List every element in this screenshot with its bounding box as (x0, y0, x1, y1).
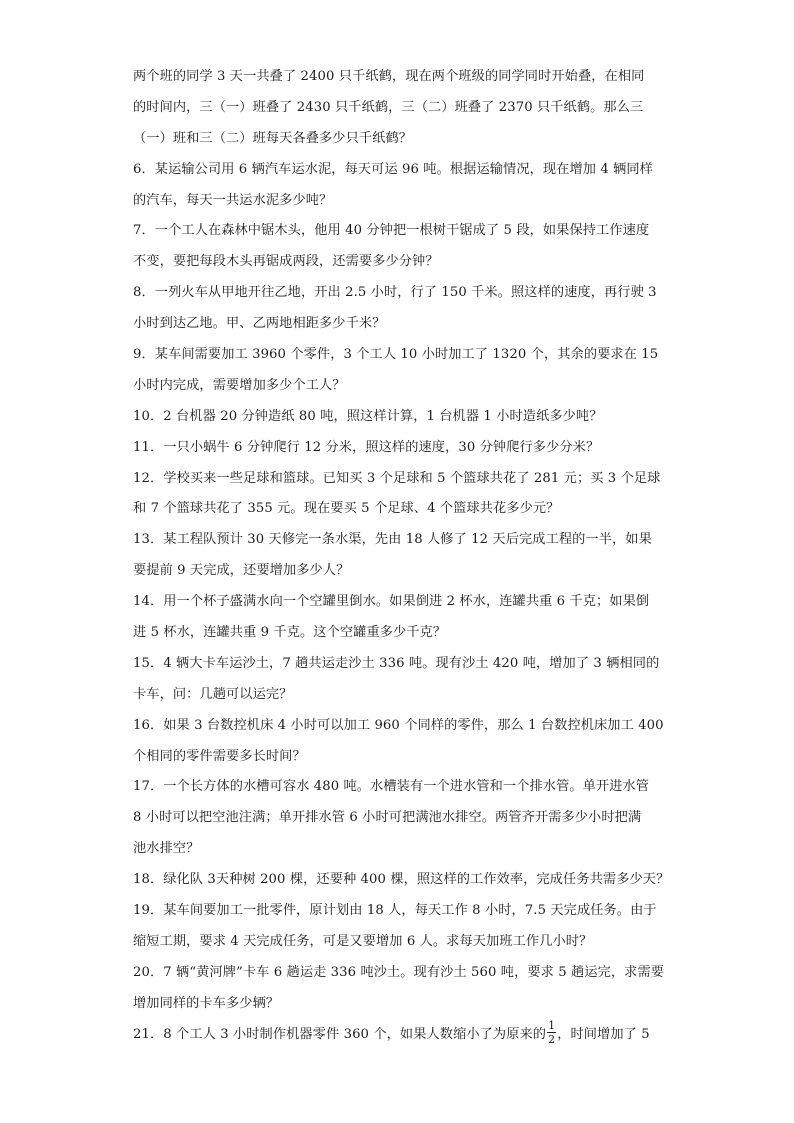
text-line: 和 7 个篮球共花了 355 元。现在要买 5 个足球、4 个篮球共花多少元？ (133, 501, 560, 517)
problem-13 (133, 525, 663, 587)
fraction-numerator: 1 (548, 1018, 556, 1032)
problem-15 (133, 649, 663, 711)
text-line: 小时到达乙地。甲、乙两地相距多少千米？ (133, 316, 386, 332)
text-line: 缩短工期，要求 4 天完成任务，可是又要增加 6 人。求每天加班工作几小时？ (133, 933, 593, 949)
fraction-denominator: 2 (548, 1032, 556, 1046)
text-line: 10．2 台机器 20 分钟造纸 80 吨，照这样计算，1 台机器 1 小时造纸多少吨？ (133, 408, 603, 424)
text-line: 小时内完成，需要增加多少个工人？ (133, 377, 346, 393)
text-line: 8．一列火车从甲地开往乙地，开出 2.5 小时，行了 150 千米。照这样的速度，再行驶 3 (133, 285, 657, 301)
text-line: 的汽车，每天一共运水泥多少吨？ (133, 192, 333, 208)
text-line: 17．一个长方体的水槽可容水 480 吨。水槽装有一个进水管和一个排水管。单开进水管 (133, 779, 650, 795)
text-segment: ，时间增加了 5 (557, 1026, 650, 1042)
text-line: 6．某运输公司用 6 辆汽车运水泥，每天可运 96 吨。根据运输情况，现在增加 4 辆同样 (133, 161, 653, 177)
text-line: 11．一只小蜗牛 6 分钟爬行 12 分米，照这样的速度，30 分钟爬行多少分米？ (133, 439, 600, 455)
text-line: 18．绿化队 3天种树 200 棵，还要种 400 棵，照这样的工作效率，完成任务共需多少天？ (133, 872, 670, 888)
problem-7 (133, 216, 663, 278)
problem-5-continued (133, 62, 663, 155)
problem-19 (133, 896, 663, 958)
problem-21 (133, 1020, 663, 1051)
problem-14 (133, 587, 663, 649)
text-line: 进 5 杯水，连罐共重 9 千克。这个空罐重多少千克？ (133, 625, 447, 641)
problem-20 (133, 958, 663, 1020)
text-line: 7．一个工人在森林中锯木头，他用 40 分钟把一根树干锯成了 5 段，如果保持工作速度 (133, 223, 650, 239)
text-line: 增加同样的卡车多少辆？ (133, 995, 280, 1011)
text-line: 16．如果 3 台数控机床 4 小时可以加工 960 个同样的零件，那么 1 台数控机床加工 400 (133, 717, 664, 733)
text-line: 20．7 辆“黄河牌”卡车 6 趟运走 336 吨沙土。现有沙土 560 吨，要求 5 趟运完，求需要 (133, 964, 665, 980)
text-line: 卡车，问：几趟可以运完？ (133, 686, 293, 702)
text-segment: 21．8 个工人 3 小时制作机器零件 360 个，如果人数缩小了为原来的 (133, 1026, 547, 1042)
problem-18 (133, 865, 670, 896)
problem-9 (133, 340, 663, 402)
text-line (133, 1020, 663, 1051)
text-line: 13．某工程队预计 30 天修完一条水渠，先由 18 人修了 12 天后完成工程的一半，如果 (133, 532, 652, 548)
text-line: 不变，要把每段木头再锯成两段，还需要多少分钟？ (133, 254, 439, 270)
problem-8 (133, 278, 663, 340)
problem-6 (133, 155, 663, 217)
problem-17 (133, 772, 663, 865)
text-line: 8 小时可以把空池注满；单开排水管 6 小时可把满池水排空。两管齐开需多少小时把满 (133, 810, 642, 826)
problem-list (133, 62, 670, 1051)
fraction-one-half (547, 1020, 556, 1045)
text-line: 14．用一个杯子盛满水向一个空罐里倒水。如果倒进 2 杯水，连罐共重 6 千克；如果倒 (133, 594, 650, 610)
text-line: 池水排空？ (133, 841, 200, 857)
problem-12 (133, 464, 663, 526)
text-line: 两个班的同学 3 天一共叠了 2400 只千纸鹤，现在两个班级的同学同时开始叠，在相同 (133, 69, 645, 84)
text-line: 15．4 辆大卡车运沙土，7 趟共运走沙土 336 吨。现有沙土 420 吨，增加了 3 辆相同的 (133, 655, 660, 671)
text-line: 9．某车间需要加工 3960 个零件，3 个工人 10 小时加工了 1320 个，其余的要求在 15 (133, 347, 659, 363)
text-line: （一）班和三（二）班每天各叠多少只千纸鹤？ (133, 130, 413, 146)
problem-16 (133, 711, 663, 773)
problem-10 (133, 402, 663, 433)
text-line: 12．学校买来一些足球和篮球。已知买 3 个足球和 5 个篮球共花了 281 元；买 3 个足球 (133, 470, 661, 486)
text-line: 个相同的零件需要多长时间？ (133, 748, 306, 764)
text-line: 19．某车间要加工一批零件，原计划由 18 人，每天工作 8 小时，7.5 天完成任务。由于 (133, 903, 657, 919)
text-line: 要提前 9 天完成，还要增加多少人？ (133, 563, 350, 579)
problem-11 (133, 433, 663, 464)
text-line: 的时间内，三（一）班叠了 2430 只千纸鹤，三（二）班叠了 2370 只千纸鹤。那么三 (133, 99, 644, 115)
